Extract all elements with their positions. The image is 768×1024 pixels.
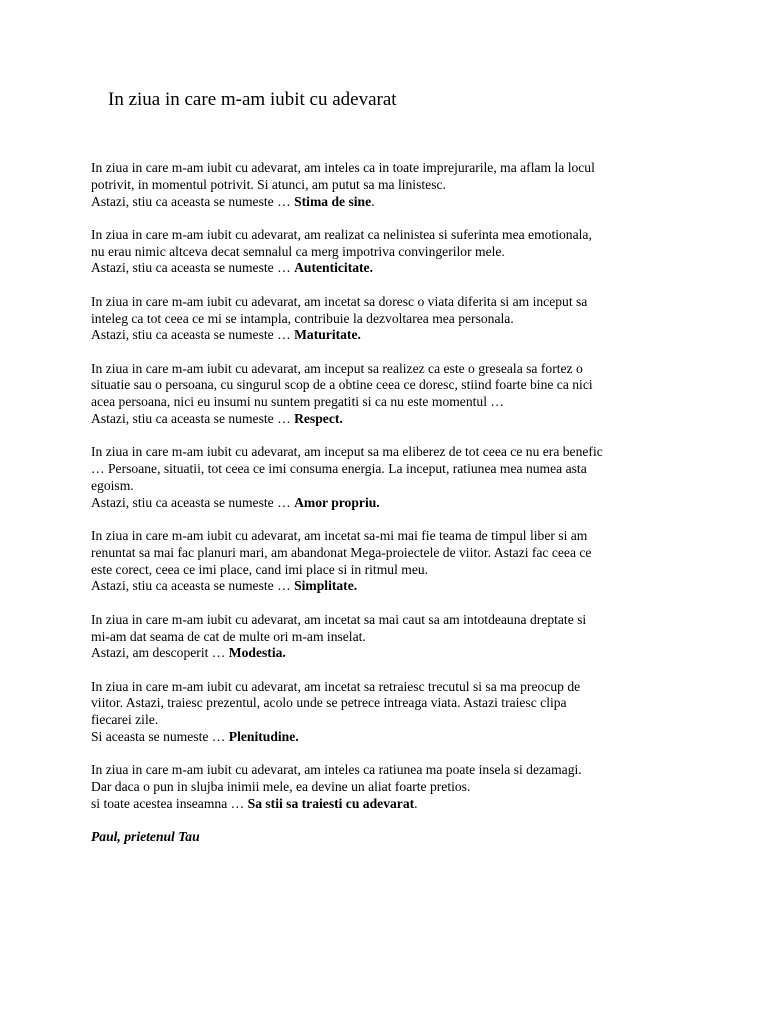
paragraph-line: mi-am dat seama de cat de multe ori m-am inselat. bbox=[91, 628, 366, 644]
paragraph bbox=[91, 444, 681, 511]
paragraph-closing-line bbox=[91, 260, 681, 277]
paragraph-line: In ziua in care m-am iubit cu adevarat, am inteles ca ratiunea ma poate insela si dezamagi. bbox=[91, 762, 582, 778]
paragraph-closing-line bbox=[91, 495, 681, 512]
paragraph-line: … Persoane, situatii, tot ceea ce imi consuma energia. La inceput, ratiunea mea numea asta bbox=[91, 461, 587, 477]
paragraph-line: In ziua in care m-am iubit cu adevarat, am incetat sa retraiesc trecutul si sa ma preocup de bbox=[91, 678, 581, 694]
closing-prefix: si toate acestea inseamna … bbox=[91, 795, 248, 811]
paragraph bbox=[91, 227, 681, 277]
paragraph-line: In ziua in care m-am iubit cu adevarat, am incetat sa doresc o viata diferita si am inceput sa bbox=[91, 293, 588, 309]
paragraph-line: acea persoana, nici eu insumi nu suntem pregatiti si ca nu este momentul … bbox=[91, 394, 504, 410]
document-title: In ziua in care m-am iubit cu adevarat bbox=[108, 89, 397, 110]
closing-keyword: Maturitate. bbox=[294, 327, 361, 343]
paragraph-line: In ziua in care m-am iubit cu adevarat, am inteles ca in toate imprejurarile, ma aflam la locul bbox=[91, 160, 595, 175]
paragraph bbox=[91, 528, 681, 595]
closing-prefix: Astazi, stiu ca aceasta se numeste … bbox=[91, 327, 295, 343]
paragraph-line: potrivit, in momentul potrivit. Si atunci, am putut sa ma linistesc. bbox=[91, 176, 446, 192]
closing-prefix: Astazi, stiu ca aceasta se numeste … bbox=[91, 578, 295, 594]
paragraph bbox=[91, 361, 681, 428]
paragraph-closing-line bbox=[91, 578, 681, 595]
paragraph-line: inteleg ca tot ceea ce mi se intampla, contribuie la dezvoltarea mea personala. bbox=[91, 310, 514, 326]
document-body bbox=[91, 160, 681, 846]
paragraph-line: viitor. Astazi, traiesc prezentul, acolo unde se petrece intreaga viata. Astazi traiesc clipa bbox=[91, 695, 567, 711]
closing-keyword: Autenticitate. bbox=[294, 260, 373, 276]
paragraph-line: fiecarei zile. bbox=[91, 712, 159, 728]
closing-keyword: Simplitate. bbox=[294, 578, 358, 594]
closing-keyword: Modestia. bbox=[228, 645, 286, 661]
closing-keyword: Respect. bbox=[294, 411, 343, 427]
closing-prefix: Astazi, am descoperit … bbox=[91, 645, 229, 661]
paragraph-line: In ziua in care m-am iubit cu adevarat, am inceput sa ma eliberez de tot ceea ce nu era benefic bbox=[91, 444, 603, 460]
paragraph-line: In ziua in care m-am iubit cu adevarat, am incetat sa-mi mai fie teama de timpul liber si am bbox=[91, 528, 588, 544]
closing-suffix: . bbox=[371, 193, 375, 209]
closing-prefix: Astazi, stiu ca aceasta se numeste … bbox=[91, 494, 295, 510]
paragraph-line: egoism. bbox=[91, 477, 134, 493]
paragraph-closing-line bbox=[91, 645, 681, 662]
paragraph-closing-line bbox=[91, 796, 681, 813]
paragraph-line: In ziua in care m-am iubit cu adevarat, am realizat ca nelinistea si suferinta mea emotionala, bbox=[91, 226, 592, 242]
paragraph-line: Dar daca o pun in slujba inimii mele, ea devine un aliat foarte pretios. bbox=[91, 779, 471, 795]
paragraph-line: situatie sau o persoana, cu singurul scop de a obtine ceea ce doresc, stiind foarte bine ca nici bbox=[91, 377, 593, 393]
closing-prefix: Si aceasta se numeste … bbox=[91, 729, 229, 745]
closing-prefix: Astazi, stiu ca aceasta se numeste … bbox=[91, 193, 295, 209]
closing-prefix: Astazi, stiu ca aceasta se numeste … bbox=[91, 260, 295, 276]
paragraph bbox=[91, 294, 681, 344]
paragraph-line: renuntat sa mai fac planuri mari, am abandonat Mega-proiectele de viitor. Astazi fac ceea ce bbox=[91, 544, 592, 560]
paragraph-line: In ziua in care m-am iubit cu adevarat, am incetat sa mai caut sa am intotdeauna dreptate si bbox=[91, 611, 587, 627]
closing-keyword: Sa stii sa traiesti cu adevarat bbox=[247, 795, 415, 811]
paragraph-line: este corect, ceea ce imi place, cand imi place si in ritmul meu. bbox=[91, 561, 429, 577]
paragraph bbox=[91, 612, 681, 662]
paragraph-closing-line bbox=[91, 729, 681, 746]
paragraph bbox=[91, 160, 681, 210]
paragraph-closing-line bbox=[91, 411, 681, 428]
paragraph-closing-line bbox=[91, 327, 681, 344]
closing-suffix: . bbox=[414, 795, 418, 811]
closing-keyword: Amor propriu. bbox=[294, 494, 380, 510]
paragraph bbox=[91, 762, 681, 812]
paragraph-line: In ziua in care m-am iubit cu adevarat, am inceput sa realizez ca este o greseala sa fortez o bbox=[91, 360, 583, 376]
paragraph-closing-line bbox=[91, 194, 681, 211]
closing-keyword: Plenitudine. bbox=[228, 729, 299, 745]
paragraph bbox=[91, 679, 681, 746]
signature: Paul, prietenul Tau bbox=[91, 829, 200, 845]
paragraph-line: nu erau nimic altceva decat semnalul ca merg impotriva convingerilor mele. bbox=[91, 243, 505, 259]
closing-prefix: Astazi, stiu ca aceasta se numeste … bbox=[91, 411, 295, 427]
closing-keyword: Stima de sine bbox=[294, 193, 372, 209]
